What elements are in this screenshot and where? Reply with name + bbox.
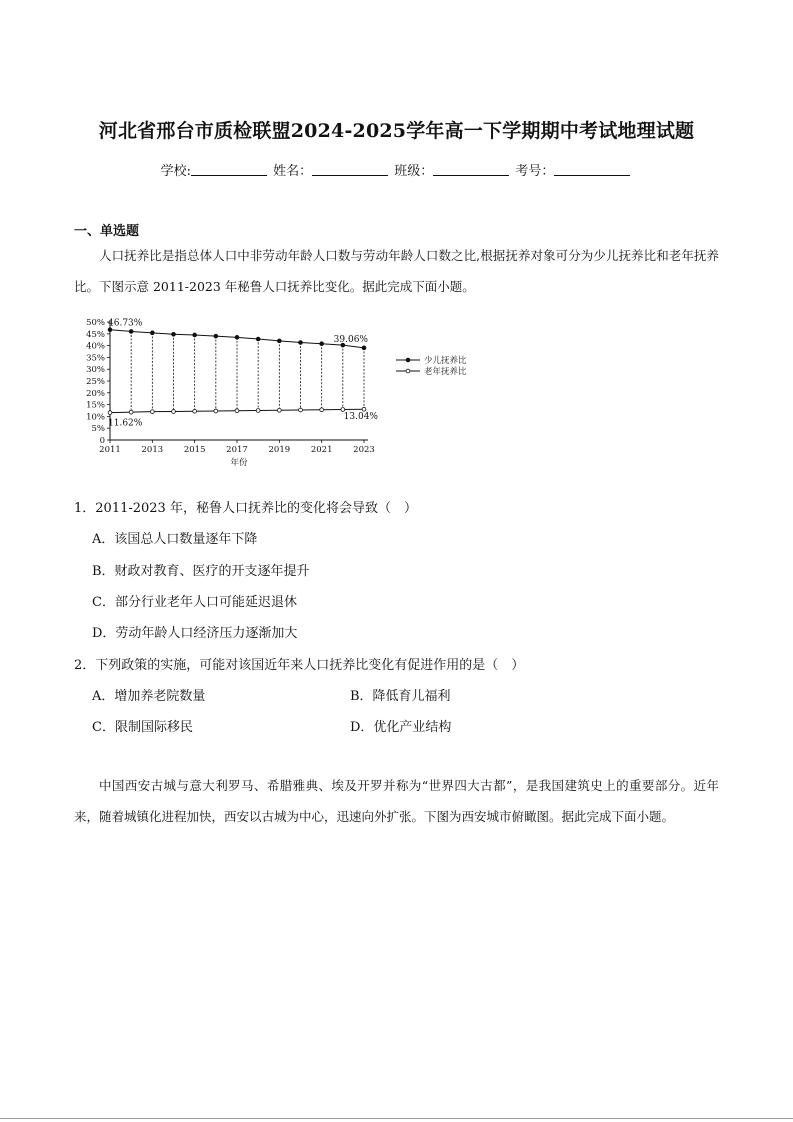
legend-marker (406, 358, 410, 362)
data-point (299, 408, 303, 412)
data-point (362, 407, 366, 411)
legend-marker (406, 369, 410, 373)
q2-option-c[interactable]: C．限制国际移民 (92, 720, 193, 735)
class-label: 班级： (394, 164, 434, 179)
data-point (235, 335, 239, 339)
page-bottom-rule (0, 1118, 793, 1119)
q1-option-c[interactable]: C．部分行业老年人口可能延迟退休 (92, 595, 297, 610)
data-label: 13.04% (343, 412, 378, 423)
q1-option-a[interactable]: A．该国总人口数量逐年下降 (92, 532, 258, 547)
q2-option-a[interactable]: A．增加养老院数量 (92, 689, 206, 704)
y-tick-label: 5% (91, 424, 105, 435)
data-point (320, 408, 324, 412)
x-tick-label: 2013 (141, 445, 164, 455)
y-tick-label: 25% (86, 377, 105, 387)
student-info-line (0, 160, 793, 179)
y-tick-label: 45% (86, 329, 105, 340)
q2-option-d[interactable]: D．优化产业结构 (350, 720, 452, 735)
data-point (129, 410, 133, 414)
x-tick-label: 2015 (183, 445, 206, 455)
data-point (362, 346, 366, 350)
dependency-ratio-chart (74, 312, 494, 472)
data-point (256, 337, 260, 341)
data-point (320, 342, 324, 346)
data-point (277, 408, 281, 412)
question-1-stem: 1．2011-2023 年，秘鲁人口抚养比的变化将会导致（ ） (74, 501, 417, 516)
x-tick-label: 2011 (99, 445, 121, 455)
x-tick-label: 2017 (226, 445, 248, 455)
section-title: 一、单选题 (74, 224, 140, 239)
data-point (108, 411, 112, 415)
data-point (235, 409, 239, 413)
legend-label: 老年抚养比 (424, 367, 467, 377)
x-tick-label: 2023 (353, 445, 375, 455)
y-tick-label: 10% (86, 412, 105, 423)
y-tick-label: 35% (86, 353, 105, 364)
data-label: 46.73% (108, 318, 143, 329)
data-point (129, 330, 133, 334)
data-point (277, 339, 281, 343)
data-point (256, 409, 260, 413)
q1-option-b[interactable]: B．财政对教育、医疗的开支逐年提升 (92, 564, 310, 579)
school-label: 学校: (160, 164, 191, 179)
q1-option-d[interactable]: D．劳动年龄人口经济压力逐渐加大 (92, 626, 298, 641)
class-blank[interactable] (433, 165, 509, 176)
data-label: 39.06% (333, 334, 368, 345)
q2-option-b[interactable]: B．降低育儿福利 (350, 689, 451, 704)
name-label: 姓名： (273, 164, 313, 179)
data-point (172, 332, 176, 336)
material-2-text: 中国西安古城与意大利罗马、希腊雅典、埃及开罗并称为“世界四大古都”，是我国建筑史上的重要部分。近年来，随着城镇化进程加快，西安以古城为中心，迅速向外扩张。下图为西安城市俯瞰图。据此完成下面小题。 (74, 778, 719, 824)
data-point (214, 409, 218, 413)
exam-number-label: 考号： (515, 164, 555, 179)
material-1-text: 人口抚养比是指总体人口中非劳动年龄人口数与劳动年龄人口数之比,根据抚养对象可分为少儿抚养比和老年抚养比。下图示意 2011-2023 年秘鲁人口抚养比变化。据此完成下面小题。 (74, 248, 719, 294)
x-axis-label: 年份 (230, 458, 248, 468)
data-point (214, 334, 218, 338)
data-point (150, 410, 154, 414)
exam-number-blank[interactable] (554, 165, 630, 176)
data-point (341, 408, 345, 412)
y-tick-label: 40% (86, 341, 105, 352)
data-point (150, 331, 154, 335)
school-blank[interactable] (191, 165, 267, 176)
data-point (172, 410, 176, 414)
data-point (193, 409, 197, 413)
y-tick-label: 0 (99, 436, 105, 446)
data-label: 11.62% (108, 418, 143, 429)
y-tick-label: 20% (86, 388, 105, 399)
question-2-stem: 2．下列政策的实施，可能对该国近年来人口抚养比变化有促进作用的是（ ） (74, 658, 525, 673)
x-tick-label: 2019 (268, 445, 291, 455)
name-blank[interactable] (312, 165, 388, 176)
y-tick-label: 50% (86, 318, 105, 328)
data-point (193, 333, 197, 337)
x-tick-label: 2021 (310, 445, 333, 455)
y-tick-label: 15% (86, 400, 105, 411)
legend-label: 少儿抚养比 (424, 356, 467, 366)
page-title: 河北省邢台市质检联盟2024-2025学年高一下学期期中考试地理试题 (98, 120, 695, 142)
data-point (299, 341, 303, 345)
y-tick-label: 30% (86, 365, 105, 376)
